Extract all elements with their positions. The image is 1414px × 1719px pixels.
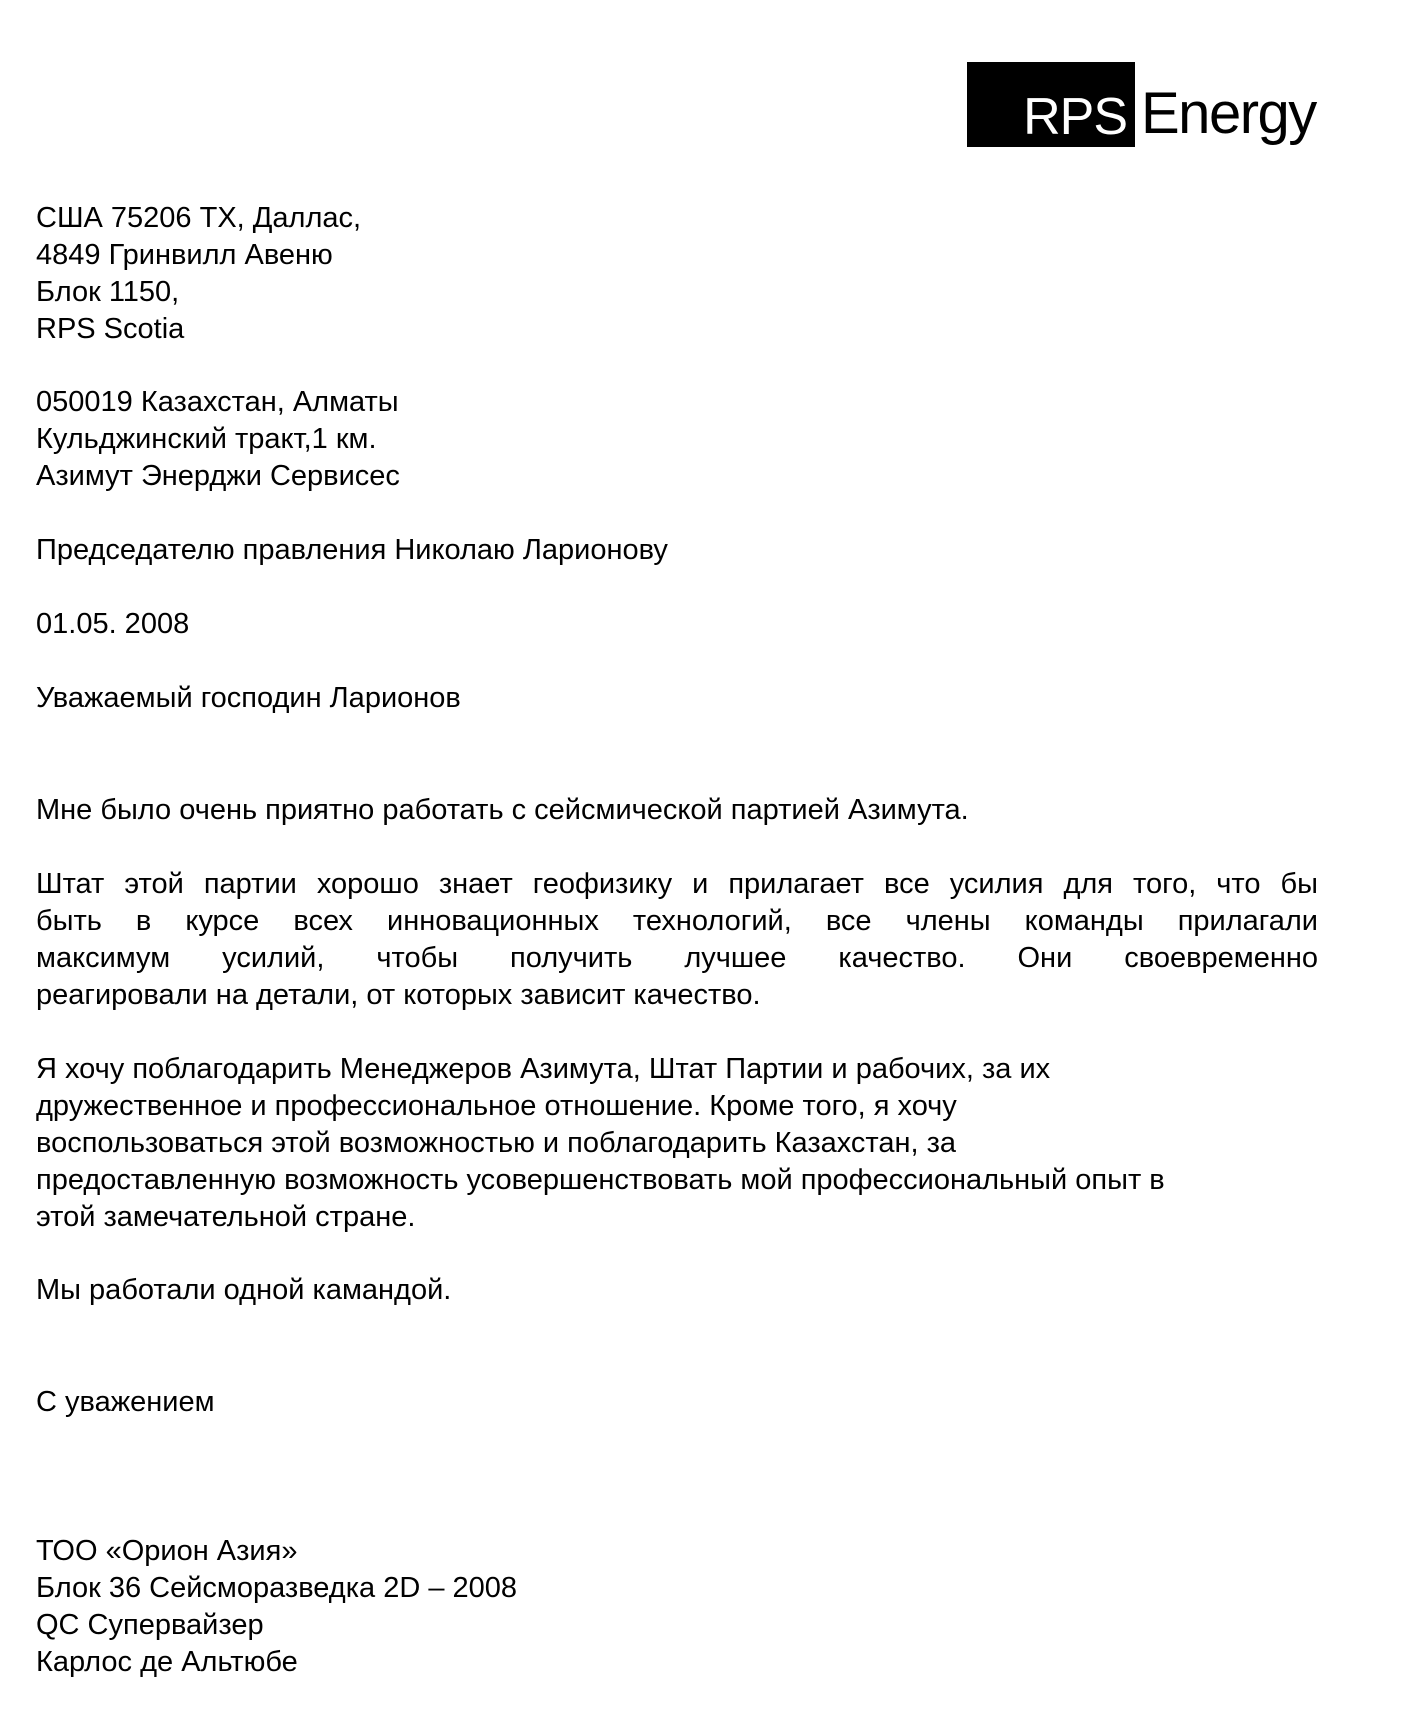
sender-address-line: RPS Scotia xyxy=(36,313,185,345)
paragraph-line: максимум усилий, чтобы получить лучшее качество. Они своевременно xyxy=(36,942,1318,974)
paragraph-4: Мы работали одной камандой. xyxy=(36,1274,452,1306)
signature-line: ТОО «Орион Азия» xyxy=(36,1535,298,1567)
paragraph-1: Мне было очень приятно работать с сейсмической партией Азимута. xyxy=(36,794,969,826)
sender-address-line: Блок 1150, xyxy=(36,276,180,308)
paragraph-line: реагировали на детали, от которых зависит качество. xyxy=(36,979,761,1011)
signature-name: Карлос де Альтюбе xyxy=(36,1646,298,1678)
logo-word: Energy xyxy=(1141,81,1316,146)
logo-box-text: RPS xyxy=(1023,88,1127,146)
signature-line: Блок 36 Сейсморазведка 2D – 2008 xyxy=(36,1572,518,1604)
paragraph-2 xyxy=(36,866,1318,1014)
closing: С уважением xyxy=(36,1386,215,1418)
recipient-address-line: 050019 Казахстан, Алматы xyxy=(36,386,399,418)
recipient-address-line: Азимут Энерджи Сервисес xyxy=(36,460,400,492)
paragraph-line: быть в курсе всех инновационных технологий, все члены команды прилагали xyxy=(36,905,1318,937)
letter-date: 01.05. 2008 xyxy=(36,608,190,640)
rps-energy-logo xyxy=(967,62,1316,147)
signature-block xyxy=(36,1533,517,1681)
paragraph-line: воспользоваться этой возможностью и поблагодарить Казахстан, за xyxy=(36,1127,957,1159)
addressee: Председателю правления Николаю Ларионову xyxy=(36,534,668,566)
sender-address-line: США 75206 ТХ, Даллас, xyxy=(36,202,362,234)
paragraph-3 xyxy=(36,1051,1165,1236)
sender-address xyxy=(36,200,361,348)
paragraph-line: этой замечательной стране. xyxy=(36,1201,416,1233)
paragraph-line: Я хочу поблагодарить Менеджеров Азимута, Штат Партии и рабочих, за их xyxy=(36,1053,1051,1085)
paragraph-line: Штат этой партии хорошо знает геофизику и прилагает все усилия для того, что бы xyxy=(36,868,1318,900)
paragraph-line: дружественное и профессиональное отношение. Кроме того, я хочу xyxy=(36,1090,957,1122)
paragraph-line: предоставленную возможность усовершенствовать мой профессиональный опыт в xyxy=(36,1164,1165,1196)
recipient-address xyxy=(36,384,400,495)
recipient-address-line: Кульджинский тракт,1 км. xyxy=(36,423,377,455)
signature-line: QC Супервайзер xyxy=(36,1609,264,1641)
logo-box xyxy=(967,62,1135,147)
salutation: Уважаемый господин Ларионов xyxy=(36,682,461,714)
sender-address-line: 4849 Гринвилл Авеню xyxy=(36,239,333,271)
